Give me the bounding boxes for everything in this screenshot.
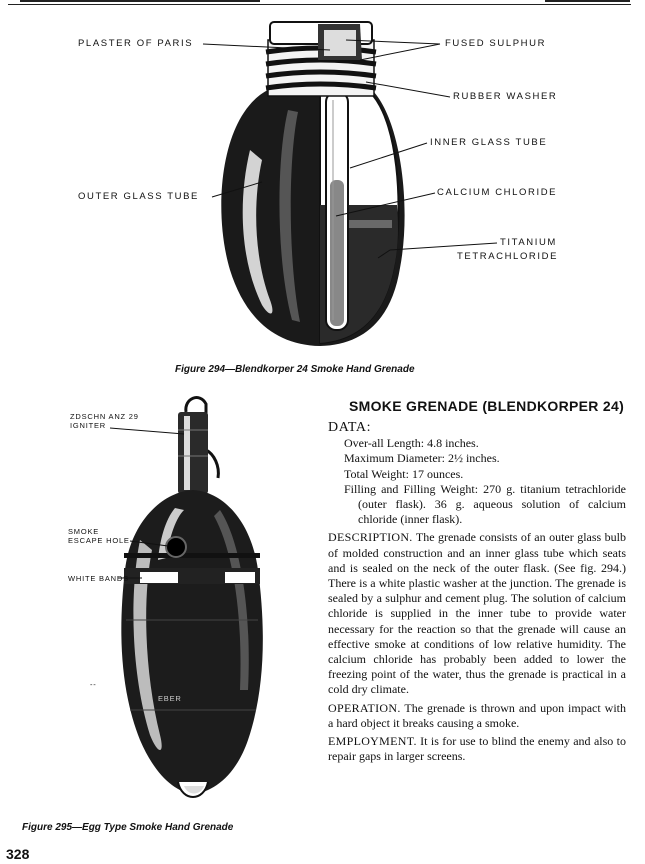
label-smoke-line2: ESCAPE HOLE [68,536,130,545]
label-titanium: TITANIUM [500,237,557,248]
data-length: Over-all Length: 4.8 inches. [344,436,479,451]
data-diameter: Maximum Diameter: 2½ inches. [344,451,500,466]
page-number: 328 [6,846,30,862]
operation-paragraph [328,701,626,731]
label-igniter-line2: IGNITER [70,421,107,430]
employment-label: EMPLOYMENT. [328,734,417,749]
description-paragraph [328,530,626,697]
label-rubber-washer: RUBBER WASHER [453,91,558,102]
operation-text: The grenade is thrown and upon impact with a hard object it breaks causing a smoke. [328,700,626,730]
description-label: DESCRIPTION. [328,530,413,545]
figure-295-caption: Figure 295—Egg Type Smoke Hand Grenade [22,822,234,833]
label-calcium-chloride: CALCIUM CHLORIDE [437,187,558,198]
figure-295-illustration [0,390,300,830]
label-tetrachloride: TETRACHLORIDE [457,251,559,262]
label-white-bands: WHITE BANDS [68,574,129,583]
label-fused-sulphur: FUSED SULPHUR [445,38,547,49]
margin-dash: -- [90,680,97,689]
label-smoke-line1: SMOKE [68,527,100,536]
description-text: The grenade consists of an outer glass bulb of molded construction and an inner glass tube which seats and is sealed on the neck of the outer flask. (See fig. 294.) There is a white plastic washer at the junction. The grenade is sealed by a sulphur and cement plug. The solution of calcium chloride is supplied in the inner tube to provide water necessary for the reaction so that the grenade will cause an effective smoke at conditions of low relative humidity. The calcium chloride has probably been added to lower the freezing point of the water, thus the grenade is practical in a cold dry climate. [328,530,626,697]
label-outer-glass-tube: OUTER GLASS TUBE [78,191,199,202]
data-heading: DATA: [328,420,372,435]
figure-294-caption: Figure 294—Blendkorper 24 Smoke Hand Grenade [175,364,415,375]
employment-paragraph [328,734,626,764]
operation-label: OPERATION. [328,700,401,715]
body-marking: EBER [158,694,182,703]
label-plaster-of-paris: PLASTER OF PARIS [78,38,194,49]
label-inner-glass-tube: INNER GLASS TUBE [430,137,548,148]
figure-294-illustration [0,0,645,360]
data-filling: Filling and Filling Weight: 270 g. titanium tetrachloride (outer flask). 36 g. aqueous solution of calcium chloride (inner flask). [344,481,626,527]
article-body [328,420,626,764]
article-heading: SMOKE GRENADE (BLENDKORPER 24) [349,398,625,414]
data-weight: Total Weight: 17 ounces. [344,466,464,481]
employment-text: It is for use to blind the enemy and also to repair gaps in larger screens. [328,734,626,764]
label-igniter-line1: ZDSCHN ANZ 29 [70,412,139,421]
